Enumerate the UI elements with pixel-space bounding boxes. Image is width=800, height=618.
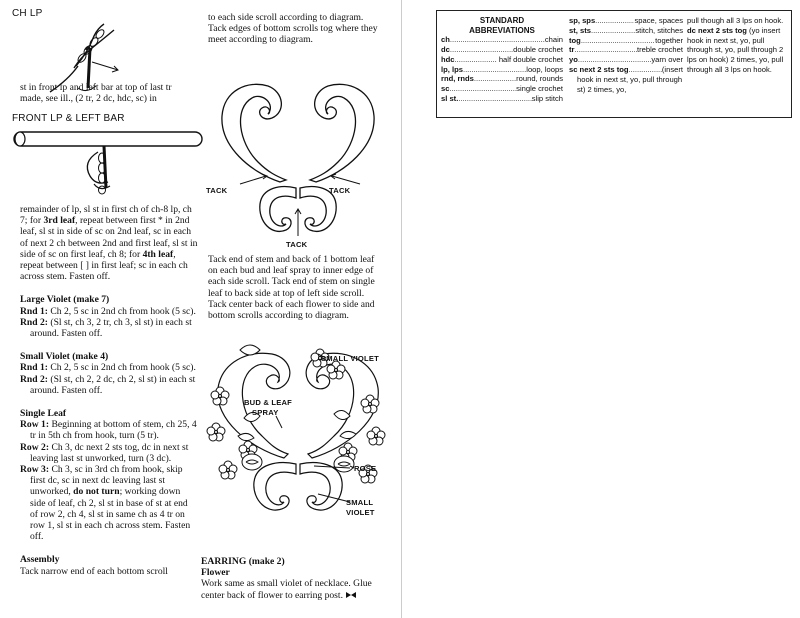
abbr-leader-dots: [449, 84, 516, 94]
row2-label: Row 2:: [20, 441, 50, 453]
bud-leaf-label-1: BUD & LEAF: [244, 398, 292, 407]
large-violet-rnd1: [20, 306, 198, 317]
abbr-row: [569, 65, 683, 75]
abbr-leader-dots: [574, 45, 637, 55]
abbr-row: [441, 65, 563, 75]
abbr-term: tr: [569, 45, 575, 55]
abbr-meaning: . half double crochet: [494, 54, 563, 64]
abbr-leader-dots: [450, 35, 545, 45]
single-leaf-row2: [20, 442, 198, 464]
abbr-col3-term: dc next 2 sts tog: [687, 25, 747, 35]
abbr-col3-meaning: (yo insert hook in next st, yo, pull through st, yo, pull through 2 lps on hook) 2 times, yo, pull through all 3 lps on hook.: [687, 25, 784, 74]
abbr-term: sl st.: [441, 93, 459, 103]
abbr-term: tog: [569, 35, 581, 45]
paragraph-front-lp: st in front lp and left bar at top of last tr made, see ill., (2 tr, 2 dc, hdc, sc) in: [20, 82, 172, 105]
abbr-term: st, sts: [569, 25, 591, 35]
small-violet-rnd1: [20, 362, 198, 373]
abbr-row: [569, 45, 683, 55]
abbr-row: [441, 45, 563, 55]
abbr-meaning: stitch, stitches: [635, 25, 683, 35]
rnd2-label: Rnd 2:: [20, 373, 48, 385]
row2-text: Ch 3, dc next 2 sts tog, dc in next st leaving last st unworked, turn (3 dc).: [30, 441, 189, 464]
row1-text: Beginning at bottom of stem, ch 25, 4 tr in 5th ch from hook, turn (5 tr).: [30, 419, 197, 442]
abbr-term: yo: [569, 55, 578, 65]
abbr-row: [569, 55, 683, 65]
fourth-leaf-bold: 4th leaf: [142, 248, 174, 260]
rnd1-label: Rnd 1:: [20, 305, 48, 317]
abbr-meaning: yarn over: [651, 55, 683, 65]
small-violet-label-top: SMALL VIOLET: [321, 354, 379, 363]
abbr-leader-dots: [474, 74, 516, 84]
abbr-meaning: chain: [544, 35, 563, 45]
rnd2-text: (Sl st, ch 2, 2 dc, ch 2, sl st) in each st around. Fasten off.: [30, 373, 196, 396]
paragraph-scrolls: to each side scroll according to diagram. Tack edges of bottom scrolls tog where they meet according to diagram.: [208, 12, 378, 46]
abbr-col3-text-b: [687, 26, 789, 75]
abbr-row: [569, 16, 683, 26]
front-lp-left-bar-label: FRONT LP & LEFT BAR: [12, 113, 125, 124]
scroll-diagram: [210, 76, 390, 252]
rnd1-label: Rnd 1:: [20, 362, 48, 374]
abbr-row: [441, 35, 563, 45]
paragraph-leaves: [20, 204, 198, 282]
abbr-meaning: space, spaces: [634, 16, 683, 25]
large-violet-rnd2: [20, 317, 198, 339]
do-not-turn-bold: do not turn: [73, 486, 120, 498]
abbr-term: ch: [441, 35, 450, 45]
row3-text-2: ; working down side of leaf, ch 2, sl st in base of st at end of row 2, ch 4, sl st in same ch as 4 tr on row 1, sl st in each ch across stem. Fasten off.: [30, 486, 191, 543]
abbr-meaning: double crochet: [513, 44, 563, 54]
abbr-meaning: (insert: [661, 64, 683, 74]
abbr-row: [441, 94, 563, 104]
abbr-term: hdc: [441, 54, 455, 64]
small-violet-label-bottom-1: SMALL: [346, 498, 374, 507]
abbr-leader-dots: [581, 36, 655, 46]
row1-label: Row 1:: [20, 419, 50, 431]
abbr-term: sp, sps: [569, 16, 596, 25]
abbr-col1-list: [441, 35, 563, 104]
row3-text-1: Ch 3, sc in 3rd ch from hook, skip first dc, sc in next dc leaving last st unworked,: [30, 464, 183, 498]
small-violet-heading: Small Violet (make 4): [20, 351, 109, 363]
left-text-top: [20, 82, 196, 104]
abbr-row: [569, 36, 683, 46]
abbr-col3-text-a: pull though all 3 lps on hook.: [687, 16, 784, 25]
abbr-leader-dots: [591, 26, 635, 36]
third-leaf-bold: 3rd leaf: [43, 215, 76, 227]
abbr-title-1: STANDARD: [479, 16, 525, 25]
abbr-leader-dots: [629, 65, 662, 75]
abbr-col2-list: [569, 16, 683, 75]
small-violet-rnd2: [20, 374, 198, 396]
abbr-title-2: ABBREVIATIONS: [469, 25, 535, 35]
abbr-row: [441, 74, 563, 84]
rnd1-text: Ch 2, 5 sc in 2nd ch from hook (5 sc).: [48, 305, 196, 317]
abbr-leader-dots: [463, 65, 526, 75]
abbr-term: sc next 2 sts tog: [569, 64, 629, 74]
tack-label-left: TACK: [206, 186, 228, 195]
tack-label-right: TACK: [329, 186, 351, 195]
abbr-leader-dots: [458, 94, 531, 104]
tack-label-bottom: TACK: [286, 240, 308, 249]
single-leaf-heading: Single Leaf: [20, 408, 67, 420]
abbr-term: rnd, rnds: [441, 74, 474, 84]
abbreviations-col-2: [569, 16, 683, 94]
rnd2-label: Rnd 2:: [20, 316, 48, 328]
abbr-term: sc: [441, 84, 450, 94]
abbr-term: lp, lps: [441, 64, 463, 74]
row3-label: Row 3:: [20, 464, 50, 476]
abbr-meaning: slip stitch: [531, 93, 563, 103]
abbreviations-col-1: [441, 16, 563, 104]
small-violet-label-bottom-2: VIOLET: [346, 508, 375, 517]
earring-text: [201, 578, 387, 600]
abbr-leader-dots: [578, 55, 651, 65]
rnd1-text: Ch 2, 5 sc in 2nd ch from hook (5 sc).: [48, 362, 196, 374]
abbr-row: [441, 55, 563, 65]
abbr-col2-continuation: hook in next st, yo, pull through st) 2 times, yo,: [577, 74, 683, 94]
assembly-text: Tack narrow end of each bottom scroll: [20, 565, 168, 577]
earring-heading: EARRING (make 2): [201, 556, 285, 567]
abbr-row: [441, 84, 563, 94]
abbr-meaning: together: [655, 35, 683, 45]
leaves-text-2: , repeat between first * in 2nd leaf, sl st in side of sc on 2nd leaf, sc in each of next 2 ch between 2nd and first leaf, sl st in side of sc on first leaf, ch 8; for: [20, 215, 198, 260]
mid-text-bottom: [201, 556, 387, 601]
abbreviations-box: [436, 10, 792, 118]
mid-text-top: [208, 12, 384, 46]
mid-text-middle: [208, 254, 384, 321]
earring-text-body: Work same as small violet of necklace. Glue center back of flower to earring post.: [201, 578, 372, 601]
left-column-text: [20, 204, 198, 577]
abbr-meaning: round, rounds: [516, 74, 563, 84]
abbr-term: dc: [441, 44, 450, 54]
single-leaf-row1: [20, 419, 198, 441]
abbr-meaning: loop, loops: [526, 64, 563, 74]
abbr-meaning: treble crochet: [636, 45, 683, 55]
leaves-text-1: remainder of lp, sl st in first ch of ch-8 lp, ch 7; for: [20, 204, 192, 227]
abbr-row: [569, 26, 683, 36]
large-violet-heading: Large Violet (make 7): [20, 294, 110, 306]
abbr-meaning: single crochet: [516, 84, 563, 94]
rnd2-text: (Sl st, ch 3, 2 tr, ch 3, sl st) in each st around. Fasten off.: [30, 316, 192, 340]
bow-icon: [345, 592, 357, 598]
abbr-leader-dots: [595, 16, 634, 26]
leaves-text-3: , repeat between [ ] in first leaf; sc in each ch across stem. Fasten off.: [20, 248, 188, 283]
bud-leaf-label-2: SPRAY: [252, 408, 279, 417]
ch-lp-label: CH LP: [12, 8, 43, 19]
abbr-leader-dots: [455, 55, 495, 65]
rose-label: ROSE: [354, 464, 377, 473]
abbreviations-col-3: [687, 16, 789, 75]
assembly-heading: Assembly: [20, 554, 60, 566]
single-leaf-row3: [20, 464, 198, 542]
paragraph-tack-stems: Tack end of stem and back of 1 bottom leaf on each bud and leaf spray to inner edge of each side scroll. Tack end of stem on single leaf to back side at top of left side scroll. Tack center back of each flower to side and bottom scrolls according to diagram.: [208, 254, 375, 322]
flower-heading: Flower: [201, 567, 230, 579]
front-lp-illustration: [14, 124, 204, 204]
abbr-leader-dots: [450, 45, 513, 55]
